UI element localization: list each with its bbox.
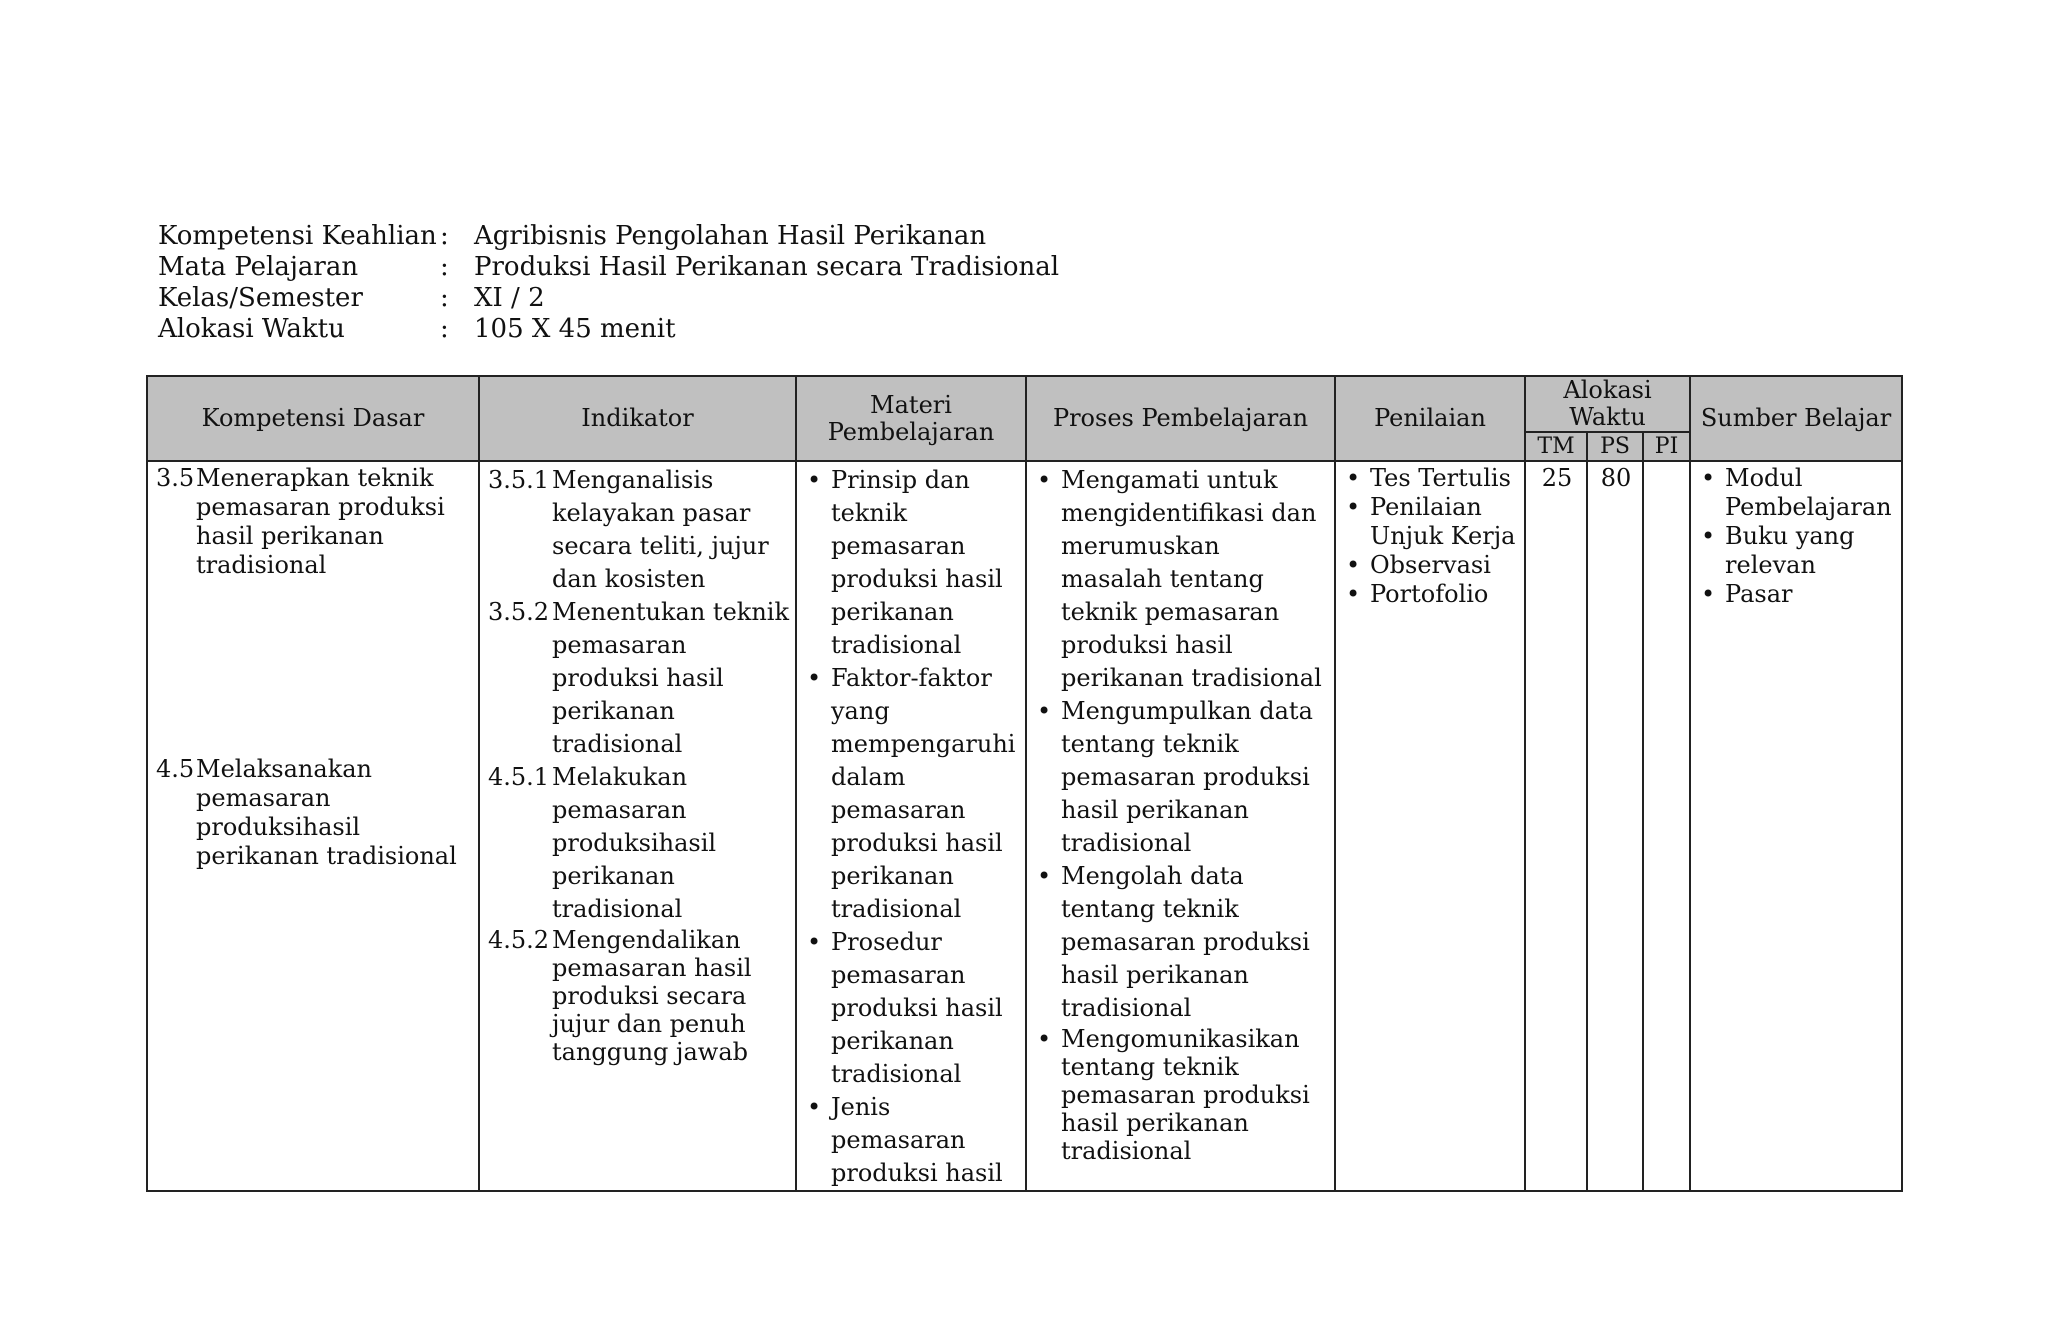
cell-tm: 25	[1525, 461, 1587, 1191]
kd-text: Menerapkan teknik pemasaran produksi hasil perikanan tradisional	[196, 464, 445, 579]
column-header-indikator: Indikator	[479, 376, 796, 461]
cell-proses-pembelajaran	[1026, 461, 1335, 1191]
proses-item: • Mengomunikasikan tentang teknik pemasaran produksi hasil perikanan tradisional	[1035, 1025, 1328, 1165]
column-header-pi: PI	[1643, 432, 1690, 461]
penilaian-item: • Penilaian Unjuk Kerja	[1344, 493, 1518, 551]
proses-item: • Mengamati untuk mengidentifikasi dan merumuskan masalah tentang teknik pemasaran produksi hasil perikanan tradisional	[1035, 464, 1328, 695]
indicator-text: Melakukan pemasaran produksihasil perikanan tradisional	[552, 763, 717, 923]
indicator-item	[488, 926, 789, 1066]
indicator-number: 4.5.2	[488, 926, 550, 954]
column-header-tm: TM	[1525, 432, 1587, 461]
cell-ps: 80	[1587, 461, 1643, 1191]
header-row-kompetensi-keahlian	[158, 221, 1059, 252]
header-separator: :	[440, 252, 449, 282]
materi-list	[805, 464, 1019, 1190]
kd-text: Melaksanakan pemasaran produksihasil perikanan tradisional	[196, 755, 457, 870]
header-label: Mata Pelajaran	[158, 252, 359, 282]
penilaian-item: • Portofolio	[1344, 580, 1518, 609]
proses-item: • Mengolah data tentang teknik pemasaran produksi hasil perikanan tradisional	[1035, 860, 1328, 1025]
column-header-penilaian: Penilaian	[1335, 376, 1525, 461]
indicator-number: 4.5.1	[488, 763, 550, 791]
column-header-kompetensi-dasar: Kompetensi Dasar	[147, 376, 479, 461]
sumber-item: • Modul Pembelajaran	[1699, 464, 1895, 522]
materi-item: • Prinsip dan teknik pemasaran produksi hasil perikanan tradisional	[805, 464, 1019, 662]
kd-number: 4.5	[156, 755, 195, 783]
penilaian-list	[1344, 464, 1518, 609]
header-row-alokasi-waktu	[158, 314, 1059, 345]
indicator-text: Menganalisis kelayakan pasar secara teliti, jujur dan kosisten	[552, 466, 769, 593]
cell-sumber-belajar	[1690, 461, 1902, 1191]
cell-indikator	[479, 461, 796, 1191]
indicator-item	[488, 761, 789, 926]
cell-pi	[1643, 461, 1690, 1191]
header-separator: :	[440, 283, 449, 313]
sumber-list	[1699, 464, 1895, 609]
sumber-item: • Buku yang relevan	[1699, 522, 1895, 580]
syllabus-table	[146, 375, 1903, 1192]
column-header-alokasi-waktu: Alokasi Waktu	[1525, 376, 1690, 432]
header-value: Produksi Hasil Perikanan secara Tradisional	[474, 252, 1060, 282]
spacer	[156, 580, 472, 755]
header-label: Kompetensi Keahlian	[158, 221, 437, 251]
indicator-number: 3.5.1	[488, 466, 550, 494]
column-header-materi-pembelajaran: Materi Pembelajaran	[796, 376, 1026, 461]
kd-number: 3.5	[156, 464, 195, 492]
column-header-sumber-belajar: Sumber Belajar	[1690, 376, 1902, 461]
penilaian-item: • Tes Tertulis	[1344, 464, 1518, 493]
header-value: 105 X 45 menit	[474, 314, 676, 344]
indicator-item	[488, 464, 789, 596]
cell-materi-pembelajaran	[796, 461, 1026, 1191]
header-row-kelas-semester	[158, 283, 1059, 314]
indicator-number: 3.5.2	[488, 598, 550, 626]
kd-item	[156, 755, 472, 871]
kd-item	[156, 464, 472, 580]
header-value: XI / 2	[474, 283, 545, 313]
indicator-item	[488, 596, 789, 761]
header-label: Kelas/Semester	[158, 283, 363, 313]
header-separator: :	[440, 314, 449, 344]
indicator-text: Mengendalikan pemasaran hasil produksi secara jujur dan penuh tanggung jawab	[552, 926, 752, 1066]
materi-item: • Faktor-faktor yang mempengaruhi dalam pemasaran produksi hasil perikanan tradisional	[805, 662, 1019, 926]
header-label: Alokasi Waktu	[158, 314, 345, 344]
cell-kompetensi-dasar	[147, 461, 479, 1191]
header-value: Agribisnis Pengolahan Hasil Perikanan	[474, 221, 987, 251]
proses-item: • Mengumpulkan data tentang teknik pemasaran produksi hasil perikanan tradisional	[1035, 695, 1328, 860]
column-header-ps: PS	[1587, 432, 1643, 461]
penilaian-item: • Observasi	[1344, 551, 1518, 580]
sumber-item: • Pasar	[1699, 580, 1895, 609]
proses-list	[1035, 464, 1328, 1165]
document-header	[158, 221, 1059, 345]
table-row	[147, 461, 1902, 1191]
header-separator: :	[440, 221, 449, 251]
indicator-text: Menentukan teknik pemasaran produksi hasil perikanan tradisional	[552, 598, 789, 758]
materi-item: • Prosedur pemasaran produksi hasil perikanan tradisional	[805, 926, 1019, 1091]
column-header-proses-pembelajaran: Proses Pembelajaran	[1026, 376, 1335, 461]
materi-item: • Jenis pemasaran produksi hasil	[805, 1091, 1019, 1190]
header-row-mata-pelajaran	[158, 252, 1059, 283]
cell-penilaian	[1335, 461, 1525, 1191]
